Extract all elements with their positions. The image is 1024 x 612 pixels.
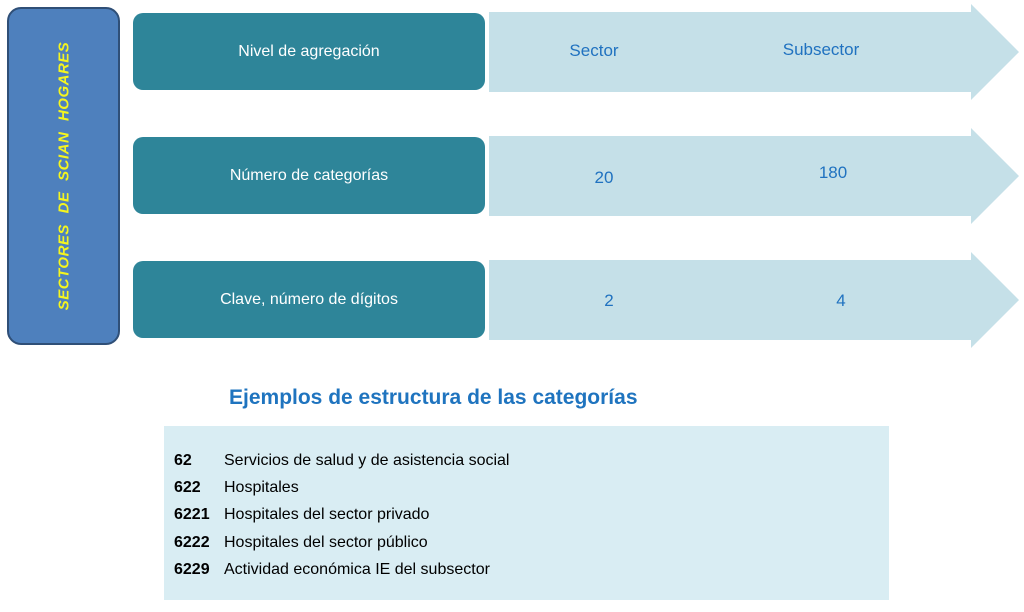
example-code: 6229 [174,561,210,578]
row-label-aggregation: Nivel de agregación [133,13,485,90]
example-row [174,561,490,579]
cell-subsector-categories: 180 [818,163,848,182]
example-text: Actividad económica IE del subsector [224,561,490,578]
example-text: Hospitales [224,479,299,496]
example-code: 62 [174,452,192,469]
example-code: 622 [174,479,201,496]
sidebar-panel [7,7,120,345]
example-row [174,479,299,497]
cell-sector-header: Sector [569,41,619,60]
cell-sector-categories: 20 [594,168,614,187]
example-row [174,506,429,524]
example-text: Servicios de salud y de asistencia social [224,452,510,469]
examples-title: Ejemplos de estructura de las categorías [229,386,638,409]
example-row [174,534,428,552]
cell-sector-digits: 2 [604,291,614,310]
sidebar-label: SECTORES DE SCIAN HOGARES [55,41,72,311]
example-code: 6221 [174,506,210,523]
example-row [174,452,509,470]
examples-box [164,426,889,600]
row-arrow-digits [489,252,1019,348]
cell-subsector-header: Subsector [782,40,860,59]
row-label-categories: Número de categorías [133,137,485,214]
example-code: 6222 [174,534,210,551]
example-text: Hospitales del sector privado [224,506,430,523]
row-label-digits: Clave, número de dígitos [133,261,485,338]
example-text: Hospitales del sector público [224,534,428,551]
cell-subsector-digits: 4 [836,291,846,310]
row-arrow-categories [489,128,1019,224]
